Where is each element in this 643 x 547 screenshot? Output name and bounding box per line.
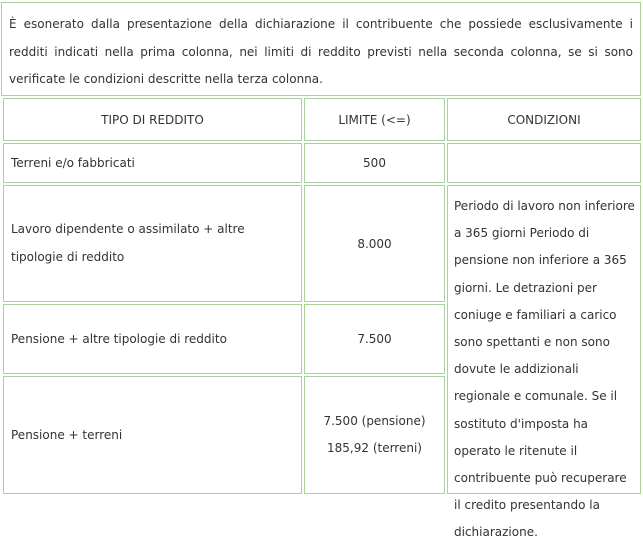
table-row-1-condizioni [447,143,641,183]
table-row-3-tipo [3,304,302,374]
row-1-tipo-label: Terreni e/o fabbricati [11,156,135,170]
header-condizioni [447,98,641,141]
row-1-limite-value: 500 [363,156,386,170]
table-row-3-limite [304,304,445,374]
table-row-2-limite [304,185,445,302]
table-row-1-limite [304,143,445,183]
table-row-1-tipo [3,143,302,183]
header-condizioni-label: CONDIZIONI [507,112,581,127]
row-4-limite-pensione: 7.500 (pensione) [323,413,426,428]
row-2-tipo-label: Lavoro dipendente o assimilato + altre tipologie di reddito [11,222,245,264]
conditions-cell: Periodo di lavoro non inferiore a 365 giorni Periodo di pensione non inferiore a 365 giorni. Le detrazioni per coniuge e familiari a carico sono spettanti e non sono dovute le addizionali regionale e comunale. Se il sostituto d'imposta ha operato le ritenute il contribuente può recuperare il credito presentando la dichiarazione. [447,185,641,494]
row-4-tipo-label: Pensione + terreni [11,428,123,442]
table-row-4-tipo [3,376,302,494]
intro-text: È esonerato dalla presentazione della dichiarazione il contribuente che possiede esclusivamente i redditi indicati nella prima colonna, nei limiti di reddito previsti nella seconda colonna, se si sono verificate le condizioni descritte nella terza colonna. [1,2,641,96]
header-tipo-label: TIPO DI REDDITO [101,112,204,127]
row-3-limite-value: 7.500 [357,332,392,346]
header-tipo [3,98,302,141]
row-4-limite-terreni: 185,92 (terreni) [327,441,422,455]
header-limite-label: LIMITE (<=) [338,112,411,127]
table-row-2-tipo [3,185,302,302]
row-3-tipo-label: Pensione + altre tipologie di reddito [11,332,227,346]
row-2-limite-value: 8.000 [357,236,392,251]
table-row-4-limite [304,376,445,494]
header-limite [304,98,445,141]
